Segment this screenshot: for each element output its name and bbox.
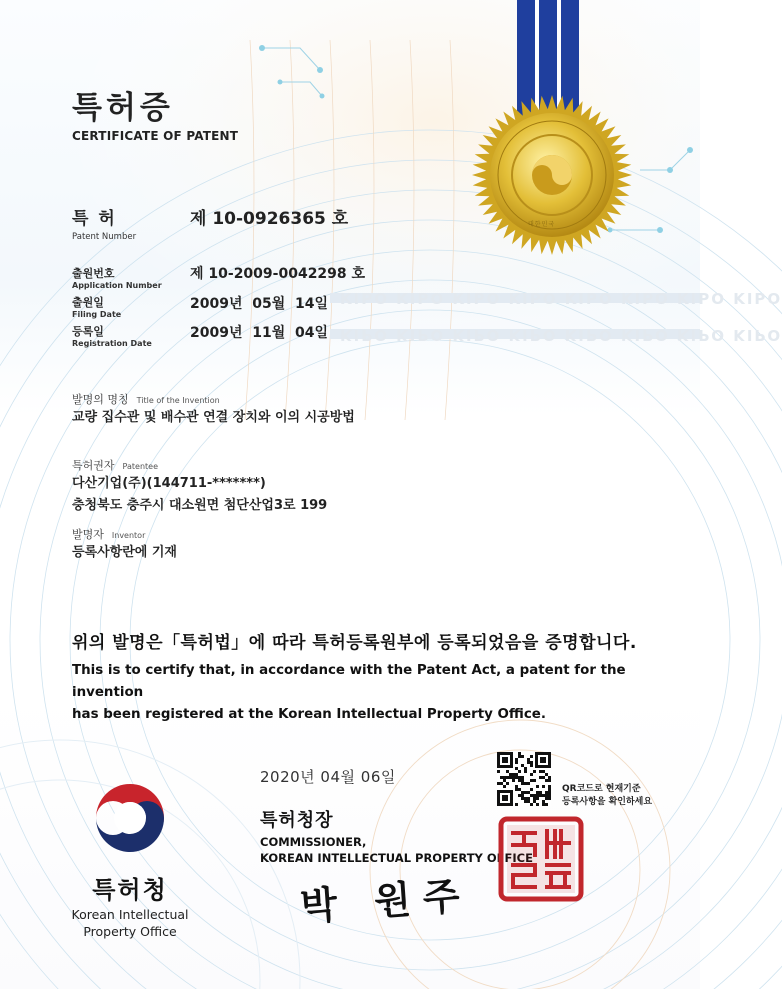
application-number-label-en: Application Number <box>72 281 162 290</box>
patent-number-value: 제 10-0926365 호 <box>190 209 349 229</box>
declaration-en-line2: has been registered at the Korean Intellectual Property Office. <box>72 707 546 722</box>
invention-label-ko: 발명의 명칭 <box>72 393 129 406</box>
filing-date-label <box>72 294 121 319</box>
invention-label-en: Title of the Invention <box>136 396 220 405</box>
registration-date-label-en: Registration Date <box>72 339 152 348</box>
kipo-name-ko: 특허청 <box>92 876 168 904</box>
registration-date-label <box>72 323 152 348</box>
inventor-label-en: Inventor <box>111 531 146 540</box>
patent-number-label-en: Patent Number <box>72 232 137 242</box>
inventor-value: 등록사항란에 기재 <box>72 545 177 560</box>
patentee-name: 다산기업(주)(144711-*******) <box>72 476 266 491</box>
commissioner-signature: 박 원주 <box>298 872 473 929</box>
patentee-address: 충청북도 충주시 대소원면 첨단산업3로 199 <box>72 498 328 513</box>
qr-note-line1: QR코드로 현재기준 <box>562 784 641 794</box>
registration-date-label-ko: 등록일 <box>72 325 104 338</box>
invention-title: 교량 집수관 및 배수관 연결 장치와 이의 시공방법 <box>72 410 355 425</box>
kipo-watermark-mirrored: KIPO KIPO KIPO KIPO KIPO KIPO KIPO KIPO <box>340 326 782 344</box>
application-number-label <box>72 265 162 290</box>
commissioner-title-ko: 특허청장 <box>260 810 334 831</box>
patentee-label <box>72 454 158 473</box>
patentee-label-en: Patentee <box>122 462 158 471</box>
kipo-emblem-icon <box>88 776 172 860</box>
kipo-watermark: KIPO KIPO KIPO KIPO KIPO KIPO KIPO KIPO <box>340 290 782 308</box>
patentee-label-ko: 특허권자 <box>72 459 115 472</box>
declaration-en-line1: This is to certify that, in accordance with the Patent Act, a patent for the invention <box>72 663 626 700</box>
registration-date-value: 2009년 11월 04일 <box>190 325 328 341</box>
kipo-name-en-line2: Property Office <box>83 924 177 939</box>
filing-date-value: 2009년 05월 14일 <box>190 296 328 312</box>
kipo-name-en <box>0 906 260 940</box>
declaration-ko: 위의 발명은「특허법」에 따라 특허등록원부에 등록되었음을 증명합니다. <box>72 633 637 653</box>
declaration-en <box>72 660 672 726</box>
filing-date-label-ko: 출원일 <box>72 296 104 309</box>
qr-code-icon[interactable] <box>497 752 551 806</box>
commissioner-title-en-line2: KOREAN INTELLECTUAL PROPERTY OFFICE <box>260 851 533 865</box>
qr-note-line2: 등록사항을 확인하세요 <box>562 797 653 807</box>
inventor-label-ko: 발명자 <box>72 528 104 541</box>
filing-date-label-en: Filing Date <box>72 310 122 319</box>
invention-label <box>72 388 220 407</box>
patent-number-label <box>72 204 136 242</box>
inventor-label <box>72 523 145 542</box>
issue-date: 2020년 04월 06일 <box>260 768 396 786</box>
certificate-title: 특허증 <box>72 90 174 126</box>
commissioner-title-en <box>260 834 533 866</box>
application-number-label-ko: 출원번호 <box>72 267 115 280</box>
patent-number-label-ko: 특 허 <box>72 209 117 229</box>
medal-inscription: 대한민국 <box>528 221 556 228</box>
qr-note <box>562 783 652 809</box>
commissioner-title-en-line1: COMMISSIONER, <box>260 835 367 849</box>
kipo-name-en-line1: Korean Intellectual <box>71 907 189 922</box>
certificate-title-en: CERTIFICATE OF PATENT <box>72 129 239 143</box>
official-seal-stamp <box>497 815 585 903</box>
application-number-value: 제 10-2009-0042298 호 <box>190 266 366 282</box>
